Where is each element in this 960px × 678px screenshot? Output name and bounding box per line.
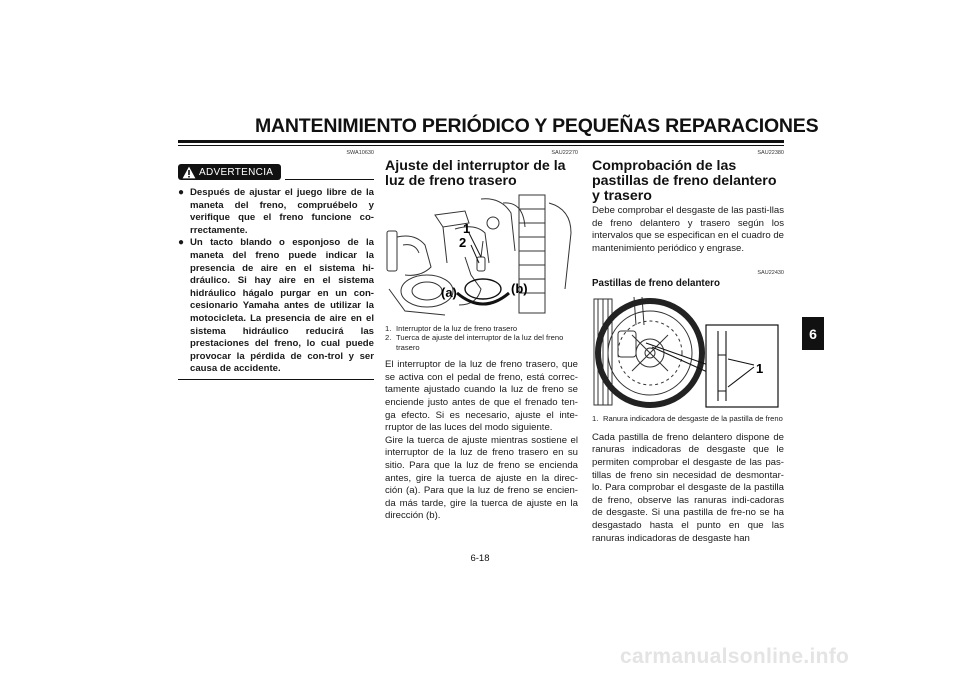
title-rule-thin [178,145,784,146]
warning-code: SWA10630 [346,150,374,156]
switch-captions [385,324,578,352]
page-title: MANTENIMIENTO PERIÓDICO Y PEQUEÑAS REPARACIONES [255,115,819,137]
switch-paragraph: Gire la tuerca de ajuste mientras sostiene el interruptor de la luz de freno trasero en su sitio. Para que la luz de freno se encienda antes, gire la tuerca de ajuste en la direc-ción (a). Para que la luz de freno se encien-da más tarde, gire la tuerca de ajuste en la dirección (b). [385,434,578,522]
bullet-dot-icon: ● [178,187,185,198]
caption-text: Ranura indicadora de desgaste de la pastilla de freno [603,414,783,424]
warning-header [178,160,374,180]
pads-captions [592,414,784,423]
caption-row [385,324,578,333]
caption-row [592,414,784,423]
figure-label-a: (a) [441,285,457,300]
caption-text: Tuerca de ajuste del interruptor de la luz del freno trasero [396,333,564,352]
warning-triangle-icon [182,166,196,179]
warning-end-line [178,379,374,381]
pads-code: SAU22380 [757,150,784,156]
front-brake-illustration [592,295,780,409]
figure-label-1: 1 [463,221,471,236]
bullet-dot-icon: ● [178,237,185,249]
brake-switch-illustration [385,193,575,319]
pads-column [592,150,784,545]
pads-figure [592,295,780,409]
caption-number: 1. [385,324,392,333]
figure-label-b: (b) [511,281,528,296]
switch-figure [385,193,575,319]
switch-paragraph: El interruptor de la luz de freno trasero, que se activa con el pedal de freno, está correc-tamente ajustado cuando la luz de freno se enciende justo antes de que el frenado ten-ga efecto. Si es necesario, ajuste el inte-rruptor de las luces del modo siguiente. [385,359,578,434]
switch-column [385,150,578,523]
warning-header-line [285,179,374,181]
pads-heading: Comprobación de las pastillas de freno delantero y trasero [592,158,777,204]
warning-bullet [178,237,374,376]
figure-label-1: 1 [756,361,764,377]
pads-paragraph: Debe comprobar el desgaste de las pasti-llas de freno delantero y trasero según los intervalos que se especifican en el cuadro de mantenimiento periódico y engrase. [592,205,784,254]
warning-label: ADVERTENCIA [199,166,274,178]
switch-heading: Ajuste del interruptor de la luz de freno trasero [385,158,566,189]
pads-sub-code: SAU22430 [757,270,784,277]
pads-sub-heading: Pastillas de freno delantero [592,278,720,290]
warning-badge [178,164,281,180]
figure-label-2: 2 [459,235,467,250]
page-number: 6-18 [470,553,490,564]
warning-column [178,150,374,380]
caption-text: Interruptor de la luz de freno trasero [396,324,518,333]
chapter-tab: 6 [802,317,824,350]
caption-number: 1. [592,414,599,424]
switch-code: SAU22270 [551,150,578,156]
warning-bullet-text: Un tacto blando o esponjoso de la maneta del freno puede indicar la presencia de aire en el sistema hi-dráulico. Si hay aire en el sistema hidráulico hágalo purgar en un con-cesionario Yamaha antes de utilizar la motocicleta. La presencia de aire en el sistema hidráulico reducirá las prestaciones del freno, lo cual puede provocar la pérdida de con-trol y ser causa de accidente. [190,237,374,375]
caption-row [385,333,578,352]
caption-number: 2. [385,333,392,343]
watermark: carmanualsonline.info [620,645,850,668]
warning-bullet-text: Después de ajustar el juego libre de la maneta del freno, compruébelo y verifique que el freno funcione co-rrectamente. [190,187,374,236]
warning-bullets [178,187,374,376]
pads-body: Cada pastilla de freno delantero dispone de ranuras indicadoras de desgaste que le permiten comprobar el desgaste de las pas-tillas de freno sin necesidad de desmontar-lo. Para comprobar el desgaste de la pastilla de freno, observe las ranuras indi-cadoras de desgaste. Si una pastilla de fre-no se ha desgastado hasta el punto en que las ranuras indicadoras de desgaste han [592,431,784,544]
title-rule-thick [178,140,784,143]
warning-bullet [178,187,374,237]
